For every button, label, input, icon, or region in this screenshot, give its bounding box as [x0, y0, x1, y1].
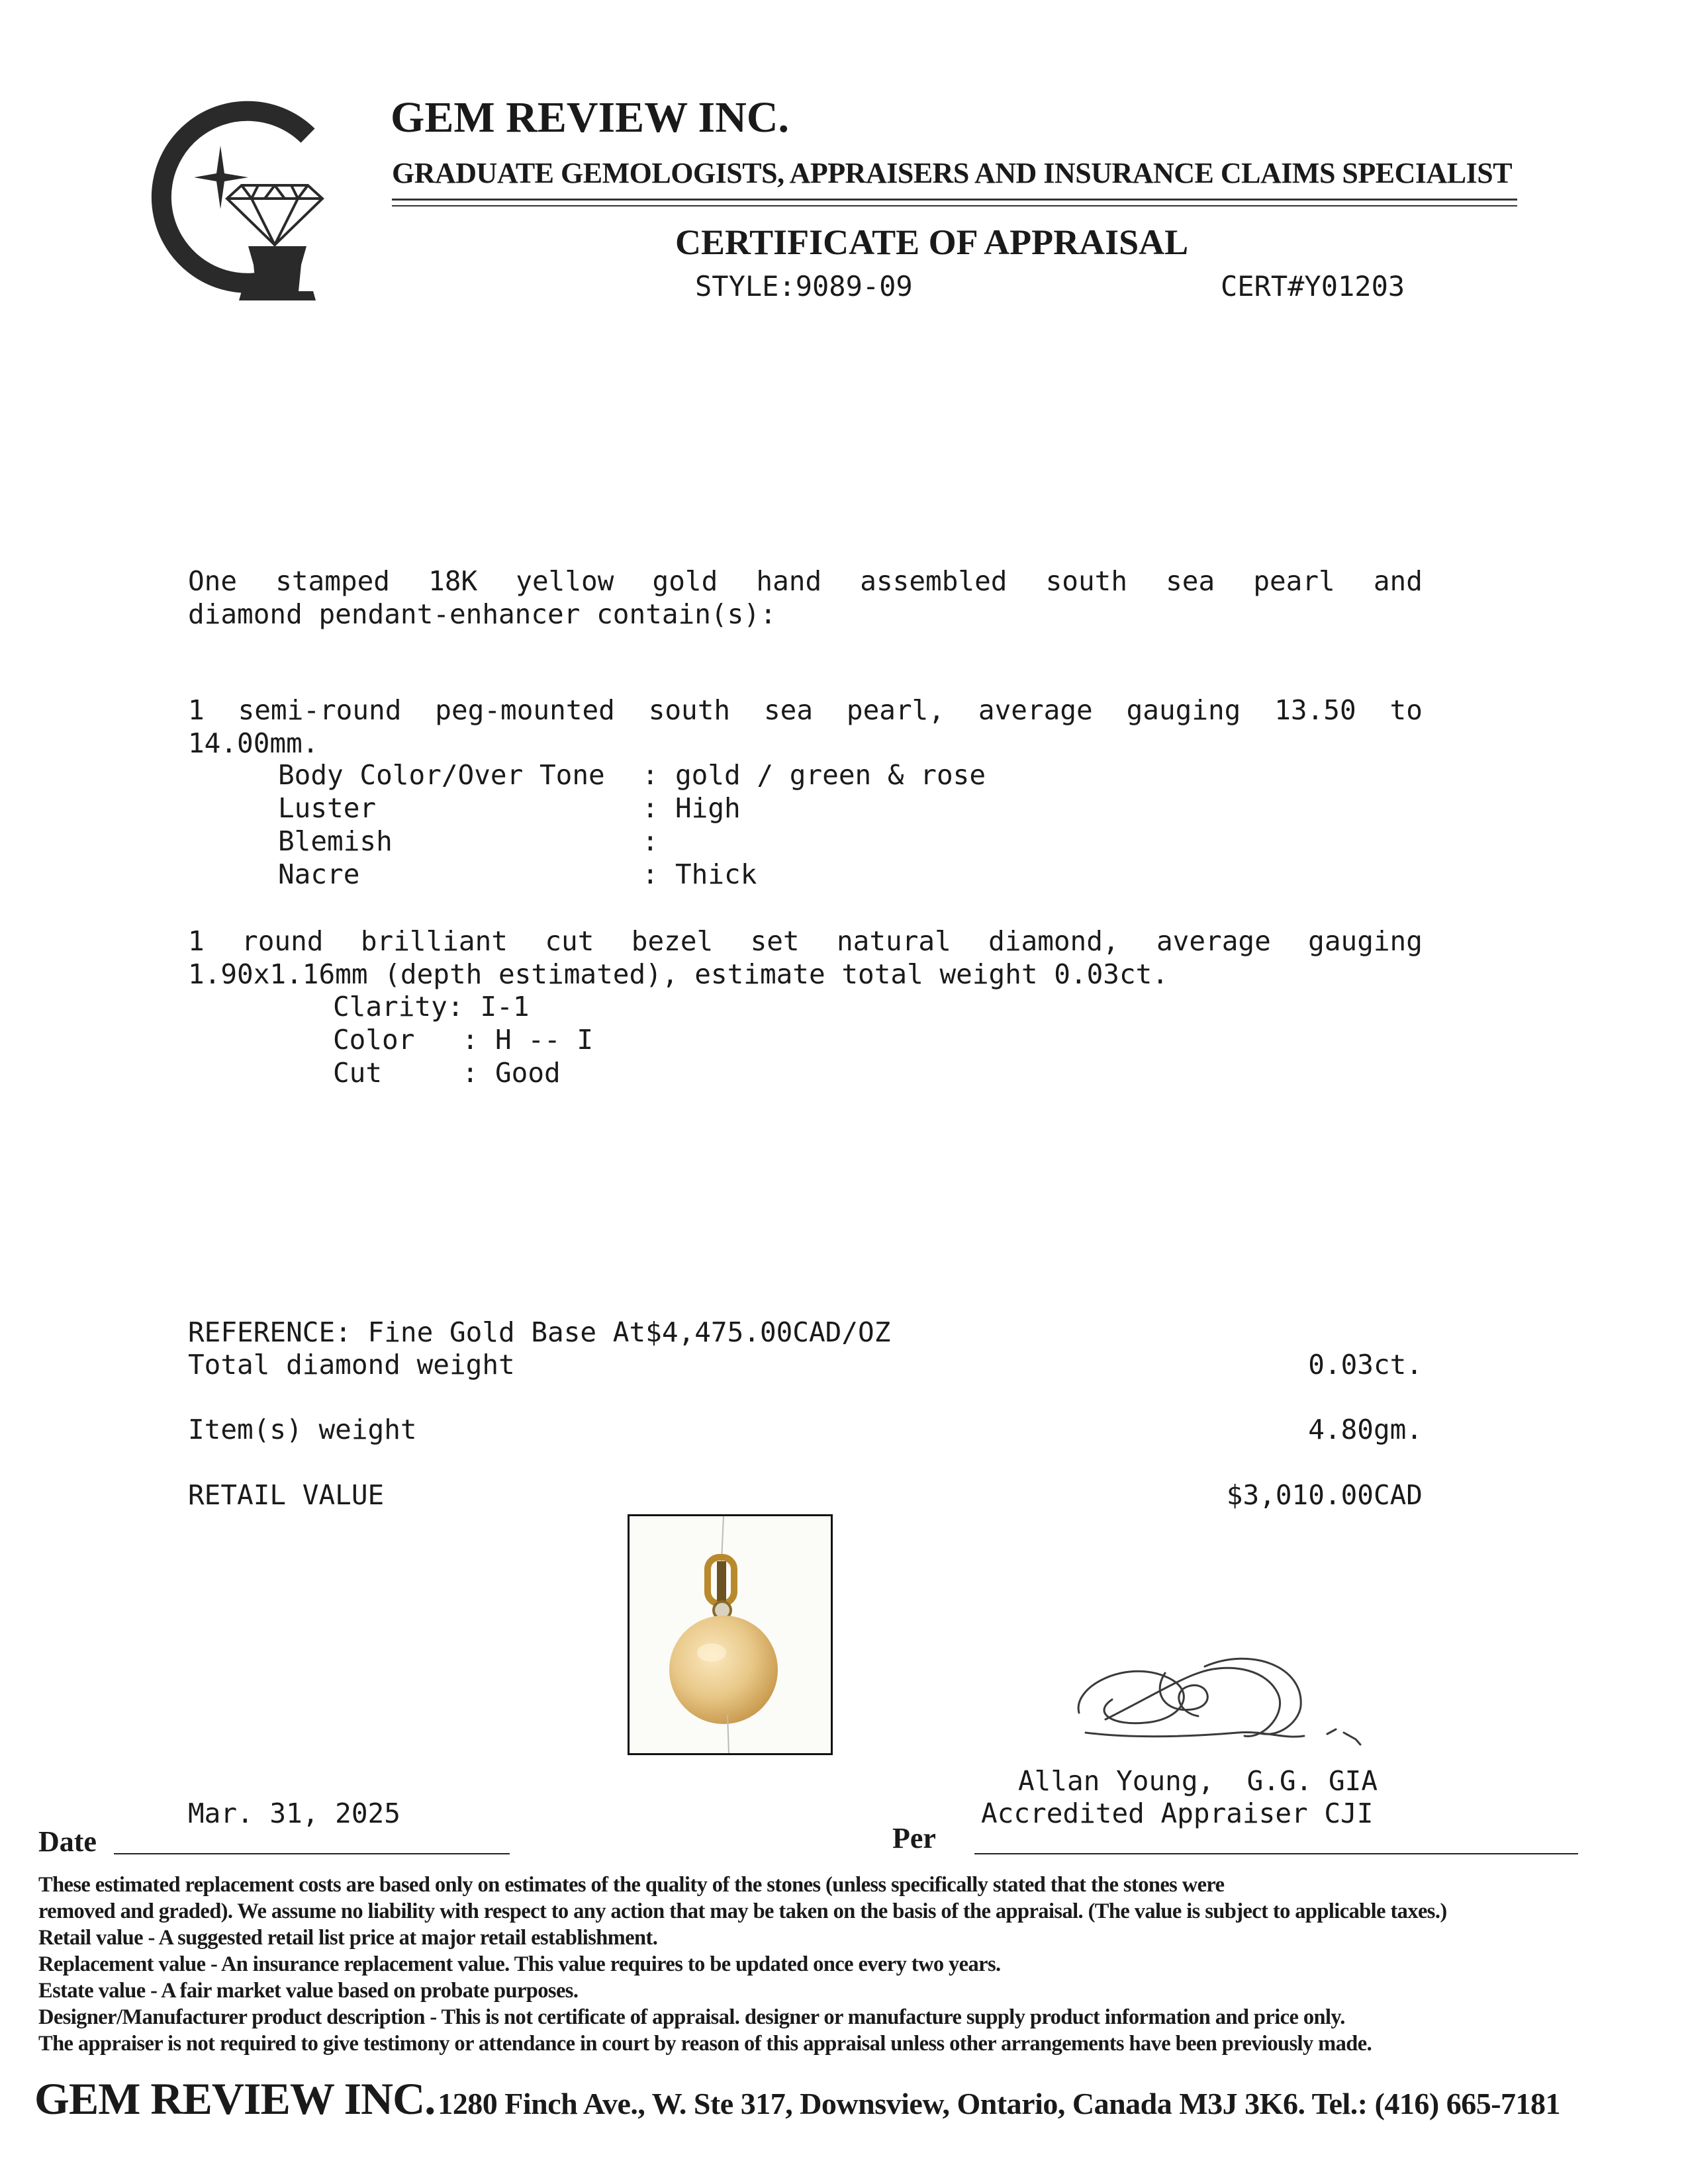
word: diamond, — [988, 925, 1119, 957]
word: average — [1156, 925, 1271, 957]
word: 1 — [188, 694, 205, 726]
pearl-attr-blemish: Blemish : — [278, 825, 659, 857]
disclaimer — [38, 1872, 1447, 2057]
word: bezel — [631, 925, 714, 957]
word: 1 — [188, 925, 205, 957]
pearl-pendant-image — [630, 1516, 831, 1753]
footer-address: 1280 Finch Ave., W. Ste 317, Downsview, Ontario, Canada M3J 3K6. Tel.: (416) 665-7181 — [438, 2087, 1561, 2120]
item-weight-value: 4.80gm. — [1308, 1414, 1423, 1445]
appraisal-date: Mar. 31, 2025 — [188, 1797, 400, 1829]
style-number: STYLE:9089-09 — [695, 270, 913, 302]
word: average — [978, 694, 1093, 726]
diamond-attr-clarity: Clarity : I-1 — [333, 991, 530, 1023]
word: 18K — [428, 565, 478, 597]
product-photo — [628, 1514, 833, 1755]
date-line — [114, 1853, 510, 1854]
certificate-title: CERTIFICATE OF APPRAISAL — [675, 222, 1189, 262]
pearl-attr-body-color: Body Color/Over Tone : gold / green & rose — [278, 759, 986, 791]
disclaimer-line: Designer/Manufacturer product description - This is not certificate of appraisal. designer or manufacture supply product information and price only. — [38, 2005, 1345, 2029]
pearl-attr-nacre: Nacre : Thick — [278, 858, 757, 890]
per-line — [974, 1853, 1578, 1854]
total-diamond-weight-value: 0.03ct. — [1308, 1349, 1423, 1381]
word: gauging — [1308, 925, 1423, 957]
pearl-line-2: 14.00mm. — [188, 727, 319, 759]
pearl-attr-luster: Luster : High — [278, 792, 741, 824]
header-divider — [392, 199, 1517, 201]
appraiser-credential: Accredited Appraiser CJI — [981, 1797, 1374, 1829]
word: south — [1045, 565, 1127, 597]
word: gold — [652, 565, 718, 597]
word: south — [648, 694, 731, 726]
word: round — [242, 925, 324, 957]
retail-value-amount: $3,010.00CAD — [1226, 1479, 1423, 1511]
retail-value-label: RETAIL VALUE — [188, 1479, 385, 1511]
word: pearl — [1253, 565, 1335, 597]
word: 13.50 — [1274, 694, 1356, 726]
pearl-description — [188, 694, 1423, 760]
word: peg-mounted — [435, 694, 615, 726]
diamond-attr-color: Color : H -- I — [333, 1024, 594, 1056]
disclaimer-line: These estimated replacement costs are based only on estimates of the quality of the stones (unless specifically stated that the stones were — [38, 1873, 1225, 1897]
cert-number: CERT#Y01203 — [1221, 270, 1405, 302]
word: pearl, — [846, 694, 945, 726]
word: sea — [763, 694, 814, 726]
appraiser-name: Allan Young, G.G. GIA — [1018, 1765, 1378, 1797]
disclaimer-line: removed and graded). We assume no liability with respect to any action that may be taken on the basis of the appraisal. (The value is subject to applicable taxes.) — [38, 1899, 1447, 1923]
description-line-1 — [188, 565, 1423, 598]
word: to — [1389, 694, 1423, 726]
item-weight-label: Item(s) weight — [188, 1414, 417, 1445]
disclaimer-line: Estate value - A fair market value based on probate purposes. — [38, 1979, 579, 2003]
header-divider — [392, 205, 1517, 206]
pearl-attributes — [278, 758, 986, 891]
footer — [34, 2073, 1560, 2125]
word: gauging — [1126, 694, 1241, 726]
diamond-attr-cut: Cut : Good — [333, 1057, 561, 1089]
word: cut — [545, 925, 594, 957]
word: and — [1373, 565, 1423, 597]
word: One — [188, 565, 238, 597]
diamond-description — [188, 925, 1423, 991]
item-description — [188, 565, 1423, 631]
company-subtitle: GRADUATE GEMOLOGISTS, APPRAISERS AND INSURANCE CLAIMS SPECIALIST — [392, 157, 1513, 189]
word: sea — [1166, 565, 1215, 597]
footer-company-name: GEM REVIEW INC. — [34, 2073, 436, 2124]
word: semi-round — [238, 694, 402, 726]
per-label: Per — [892, 1822, 936, 1854]
disclaimer-line: Replacement value - An insurance replacement value. This value requires to be updated once every two years. — [38, 1952, 1001, 1976]
gold-reference: REFERENCE: Fine Gold Base At$4,475.00CAD/OZ — [188, 1316, 891, 1348]
appraiser-signature — [1066, 1640, 1377, 1756]
pearl-line-1 — [188, 694, 1423, 727]
company-logo-icon — [142, 99, 334, 304]
word: hand — [756, 565, 822, 597]
disclaimer-line: The appraiser is not required to give testimony or attendance in court by reason of this appraisal unless other arrangements have been previously made. — [38, 2032, 1372, 2056]
total-diamond-weight-row — [188, 1348, 1423, 1381]
word: yellow — [516, 565, 614, 597]
retail-value-row — [188, 1479, 1423, 1512]
word: set — [750, 925, 800, 957]
word: stamped — [275, 565, 390, 597]
total-diamond-weight-label: Total diamond weight — [188, 1349, 515, 1381]
diamond-line-2: 1.90x1.16mm (depth estimated), estimate total weight 0.03ct. — [188, 958, 1169, 990]
company-name: GEM REVIEW INC. — [391, 93, 790, 142]
word: brilliant — [360, 925, 508, 957]
diamond-line-1 — [188, 925, 1423, 958]
date-label: Date — [38, 1825, 97, 1858]
disclaimer-line: Retail value - A suggested retail list price at major retail establishment. — [38, 1926, 658, 1950]
word: assembled — [860, 565, 1008, 597]
item-weight-row — [188, 1413, 1423, 1446]
diamond-attributes — [333, 990, 593, 1089]
word: natural — [836, 925, 951, 957]
description-line-2: diamond pendant-enhancer contain(s): — [188, 598, 776, 630]
